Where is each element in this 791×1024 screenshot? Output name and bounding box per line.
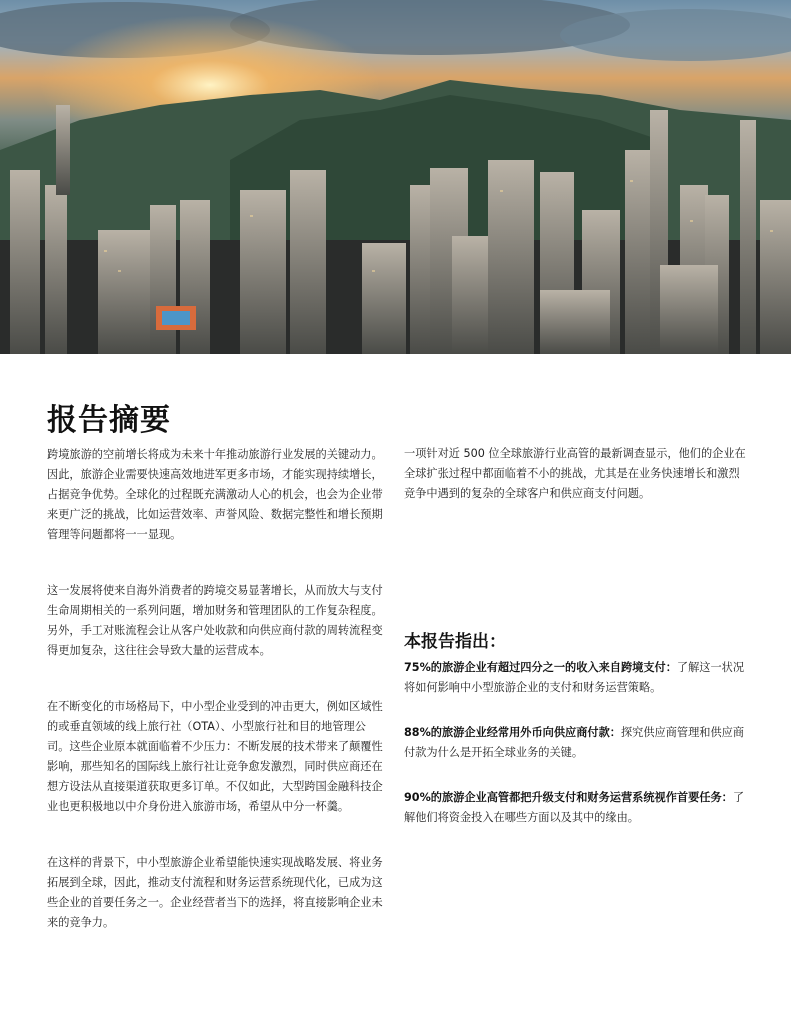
finding-text: 了解他们将资金投入在哪些方面以及其中的缘由。 [404, 791, 745, 824]
finding-item [404, 788, 749, 828]
right-column [404, 444, 749, 504]
left-column [47, 445, 387, 969]
finding-text: 探究供应商管理和供应商付款为什么是开拓全球业务的关键。 [404, 726, 745, 759]
hero-image [0, 0, 791, 354]
finding-highlight: 88%的旅游企业经常用外币向供应商付款： [404, 726, 621, 739]
findings-title: 本报告指出： [404, 632, 506, 652]
finding-text: 了解这一状况将如何影响中小型旅游企业的支付和财务运营策略。 [404, 661, 745, 694]
paragraph: 在这样的背景下，中小型旅游企业希望能快速实现战略发展、将业务拓展到全球，因此，推动支付流程和财务运营系统现代化，已成为这些企业的首要任务之一。企业经营者当下的选择，将直接影响企业未来的竞争力。 [47, 856, 383, 929]
paragraph: 在不断变化的市场格局下，中小型企业受到的冲击更大，例如区域性的或垂直领域的线上旅行社（OTA）、小型旅行社和目的地管理公司。这些企业原本就面临着不少压力：不断发展的技术带来了颠覆性影响，那些知名的国际线上旅行社让竞争愈发激烈，同时供应商还在想方设法从直接渠道获取更多订单。不仅如此，大型跨国金融科技企业也更积极地以中介身份进入旅游市场，希望从中分一杯羹。 [47, 700, 383, 813]
finding-highlight: 75%的旅游企业有超过四分之一的收入来自跨境支付： [404, 661, 677, 674]
finding-highlight: 90%的旅游企业高管都把升级支付和财务运营系统视作首要任务： [404, 791, 733, 804]
page-title: 报告摘要 [47, 403, 171, 438]
findings-list [404, 658, 749, 853]
paragraph: 跨境旅游的空前增长将成为未来十年推动旅游行业发展的关键动力。因此，旅游企业需要快速高效地进军更多市场，才能实现持续增长，占据竞争优势。全球化的过程既充满激动人心的机会，也会为企业带来更广泛的挑战，比如运营效率、声誉风险、数据完整性和增长预期管理等问题都将一一显现。 [47, 448, 383, 541]
intro-paragraph: 一项针对近 500 位全球旅游行业高管的最新调查显示，他们的企业在全球扩张过程中都面临着不小的挑战，尤其是在业务快速增长和激烈竞争中遇到的复杂的全球客户和供应商支付问题。 [404, 447, 746, 500]
finding-item [404, 658, 749, 698]
city-skyline-illustration [0, 0, 791, 354]
finding-item [404, 723, 749, 763]
paragraph: 这一发展将使来自海外消费者的跨境交易显著增长，从而放大与支付生命周期相关的一系列问题，增加财务和管理团队的工作复杂程度。另外，手工对账流程会让从客户处收款和向供应商付款的周转流程变得更加复杂，这往往会导致大量的运营成本。 [47, 584, 383, 657]
